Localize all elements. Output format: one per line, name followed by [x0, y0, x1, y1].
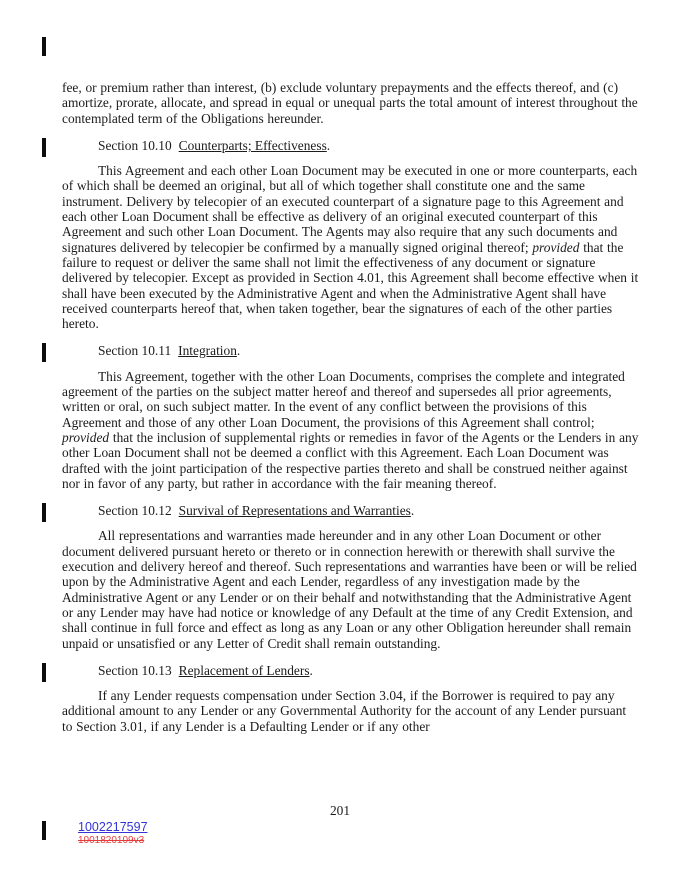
- document-id-link[interactable]: 1002217597: [78, 820, 148, 834]
- section-label: Section 10.11: [98, 343, 172, 359]
- section-label: Section 10.10: [98, 137, 172, 153]
- revision-change-bar: [42, 138, 46, 157]
- section-heading-10-13: [62, 663, 640, 678]
- paragraph-text: This Agreement, together with the other Loan Documents, comprises the complete and integrated agreement of the parties on the subject matter hereof and thereof and supersedes all prior agreements, written or oral, on such subject matter. In the event of any conflict between the provisions of this Agreement and those of any other Loan Document, the provisions of this Agreement shall control;: [62, 368, 625, 430]
- revision-change-bar: [42, 821, 46, 840]
- document-body: [62, 80, 640, 746]
- paragraph-text: This Agreement and each other Loan Document may be executed in one or more counterparts, each of which shall be deemed an original, but all of which together shall constitute one and the same instrument. Delivery by telecopier of an executed counterpart of a signature page to this Agreement and each other Loan Document shall be effective as delivery of an original executed counterpart of this Agreement and such other Loan Document. The Agents may also require that any such documents and signatures delivered by telecopier be confirmed by a manually signed original thereof;: [62, 163, 638, 255]
- section-heading-10-11: [62, 343, 640, 358]
- section-title: Survival of Representations and Warranties: [178, 503, 411, 519]
- section-title-period: .: [410, 503, 415, 519]
- section-10-13-paragraph: [62, 688, 640, 734]
- section-title-period: .: [309, 662, 313, 678]
- section-title: Integration: [178, 343, 237, 359]
- section-label: Section 10.12: [98, 503, 172, 519]
- document-id-struck: 1001820109v3: [78, 835, 145, 846]
- revision-change-bar: [42, 343, 46, 362]
- revision-change-bar: [42, 503, 46, 522]
- section-label: Section 10.13: [98, 662, 172, 678]
- revision-change-bar: [42, 663, 46, 682]
- paragraph-text: that the failure to request or deliver the same shall not limit the effectiveness of any document or signature delivered by telecopier. Except as provided in Section 4.01, this Agreement shall become effective when it shall have been executed by the Administrative Agent and when the Administrative Agent shall have received counterparts hereof that, when taken together, bear the signatures of each of the other parties hereto.: [62, 239, 639, 332]
- provided-italic: provided: [532, 239, 580, 255]
- paragraph-text: If any Lender requests compensation under Section 3.04, if the Borrower is required to pay any additional amount to any Lender or any Governmental Authority for the account of any Lender pursuant to Section 3.01, if any Lender is a Defaulting Lender or if any other: [62, 688, 627, 734]
- paragraph-text: that the inclusion of supplemental rights or remedies in favor of the Agents or the Lenders in any other Loan Document shall not be deemed a conflict with this Agreement. Each Loan Document was drafted with the joint participation of the respective parties thereto and shall be construed neither against nor in favor of any party, but rather in accordance with the fair meaning thereof.: [62, 429, 639, 491]
- provided-italic: provided: [62, 429, 110, 445]
- section-title: Replacement of Lenders: [178, 662, 310, 678]
- section-heading-10-10: [62, 138, 640, 153]
- section-10-10-paragraph: [62, 163, 640, 331]
- section-title: Counterparts; Effectiveness: [178, 137, 327, 153]
- section-title-period: .: [236, 343, 241, 359]
- page-number: 201: [329, 803, 351, 818]
- revision-change-bar: [42, 37, 46, 56]
- continuation-paragraph: [62, 80, 640, 126]
- section-10-12-paragraph: [62, 528, 640, 650]
- paragraph-text: All representations and warranties made hereunder and in any other Loan Document or other document delivered pursuant hereto or thereto or in connection herewith or therewith shall survive the execution and delivery hereof and thereof. Such representations and warranties have been or will be relied upon by the Administrative Agent and each Lender, regardless of any investigation made by the Administrative Agent or any Lender or on their behalf and notwithstanding that the Administrative Agent or any Lender may have had notice or knowledge of any Default at the time of any Credit Extension, and shall continue in full force and effect as long as any Loan or any other Obligation hereunder shall remain unpaid or unsatisfied or any Letter of Credit shall remain outstanding.: [62, 528, 637, 651]
- paragraph-text: fee, or premium rather than interest, (b) exclude voluntary prepayments and the effects thereof, and (c) amortize, prorate, allocate, and spread in equal or unequal parts the total amount of interest throughout the contemplated term of the Obligations hereunder.: [62, 80, 638, 126]
- footer-document-ids: [78, 820, 148, 846]
- section-heading-10-12: [62, 503, 640, 518]
- section-title-period: .: [326, 137, 331, 153]
- section-10-11-paragraph: [62, 369, 640, 491]
